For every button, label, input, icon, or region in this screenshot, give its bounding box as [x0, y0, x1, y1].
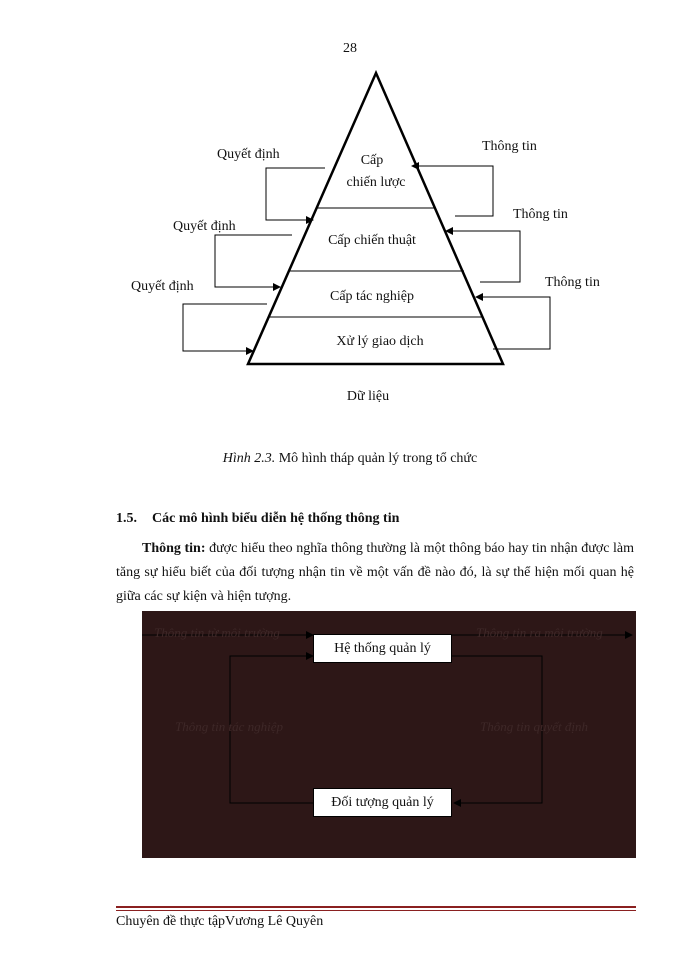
decision-arrow-2: [215, 235, 292, 287]
pyramid-diagram: [0, 0, 700, 420]
level-strategic-line2: chiến lược: [346, 175, 406, 190]
level-operational: Cấp tác nghiệp: [330, 289, 414, 304]
faint-top-left: Thông tin từ môi trường: [154, 625, 280, 640]
section-number: 1.5.: [116, 511, 137, 526]
decision-arrow-3: [183, 304, 267, 351]
section-title: Các mô hình biểu diễn hệ thống thông tin: [152, 511, 400, 526]
managed-object-box: Đối tượng quản lý: [313, 788, 452, 817]
level-strategic-line1: Cấp: [360, 153, 384, 168]
level-transaction: Xử lý giao dịch: [336, 334, 424, 349]
info-label-1: Thông tin: [482, 139, 537, 154]
base-label: Dữ liệu: [346, 389, 390, 404]
page-number: 28: [343, 41, 357, 56]
level-tactical: Cấp chiến thuật: [328, 233, 416, 248]
flow-boxes: [142, 611, 636, 858]
page-footer: Chuyên đề thực tậpVương Lê Quyên: [116, 914, 324, 929]
paragraph-body: được hiểu theo nghĩa thông thường là một thông báo hay tin nhận được làm tăng sự hiểu biết của đối tượng nhận tin về một vấn đề nào đó, là sự thể hiện mối quan hệ giữa các sự kiện và hiện tượng.: [116, 541, 634, 604]
body-paragraph: [116, 537, 634, 609]
paragraph-term: Thông tin:: [142, 541, 206, 556]
decision-label-1: Quyết định: [217, 147, 280, 162]
footer-rule: [116, 906, 636, 908]
caption-text: Mô hình tháp quản lý trong tổ chức: [275, 451, 478, 466]
decision-label-3: Quyết định: [131, 279, 194, 294]
pyramid-outline: [248, 73, 503, 364]
figure-caption: [0, 451, 700, 467]
decision-label-2: Quyết định: [173, 219, 236, 234]
faint-mid-right: Thông tin quyết định: [480, 719, 588, 734]
footer-rule-thin: [116, 910, 636, 911]
faint-mid-left: Thông tin tác nghiệp: [175, 719, 283, 734]
info-label-2: Thông tin: [513, 207, 568, 222]
caption-label: Hình 2.3.: [222, 451, 276, 466]
faint-top-right: Thông tin ra môi trường: [476, 625, 603, 640]
info-label-3: Thông tin: [545, 275, 600, 290]
management-system-box: Hệ thống quản lý: [313, 634, 452, 663]
section-heading: [116, 511, 399, 527]
